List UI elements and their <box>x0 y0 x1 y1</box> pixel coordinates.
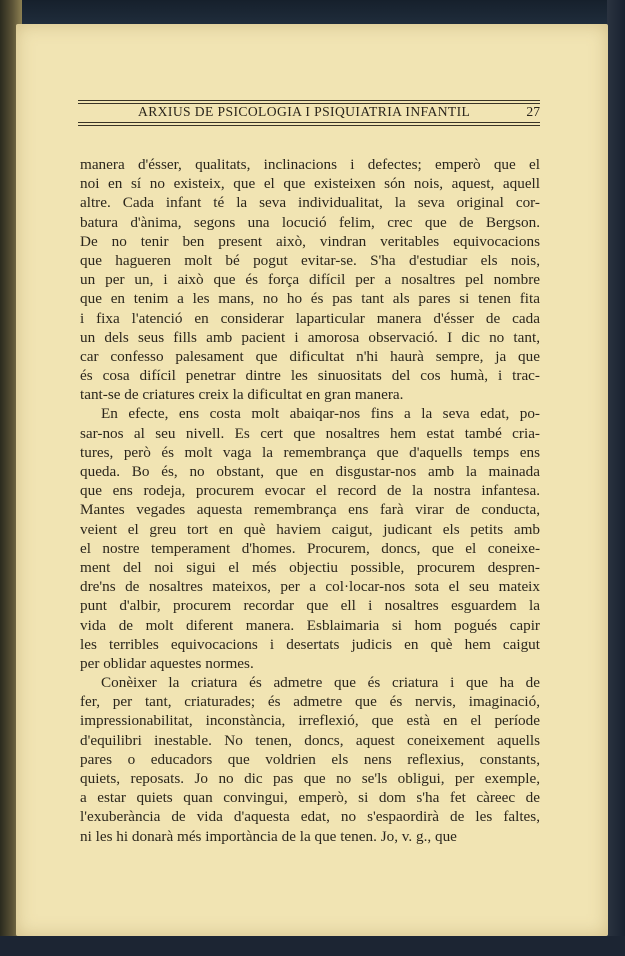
running-header <box>78 100 540 126</box>
text-line: tures, però és molt vaga la remembrança que d'aquells temps ens <box>80 443 540 461</box>
body-text <box>80 155 540 846</box>
paragraph <box>80 673 540 846</box>
text-line: manera d'ésser, qualitats, inclinacions i defectes; emperò que el <box>80 156 540 173</box>
text-line: ni les hi donarà més importància de la que tenen. Jo, v. g., que <box>80 827 457 845</box>
text-line: l'exuberància de vida d'aquesta edat, no s'espaordirà de les faltes, <box>80 808 540 826</box>
text-line: batura d'ànima, segons una locució felim, crec que de Bergson. <box>80 213 540 231</box>
scan-background-top <box>0 0 625 24</box>
scan-background-bottom <box>0 936 625 956</box>
text-line: d'equilibri inestable. No tenen, doncs, aquest coneixement aquells <box>80 731 540 749</box>
text-line: altre. Cada infant té la seva individualitat, la seva original cor- <box>80 194 540 212</box>
text-line: és cosa difícil penetrar dintre les sinuositats del cos humà, i trac- <box>80 367 540 385</box>
header-rule <box>78 100 540 101</box>
text-line: tant-se de criatures creix la dificultat en gran manera. <box>80 386 404 404</box>
text-line: punt d'albir, procurem recordar que ell i nosaltres esguardem la <box>80 597 540 615</box>
text-line: En efecte, ens costa molt abaiqar-nos fins a la seva edat, po- <box>101 405 540 423</box>
text-line: veient el greu tort en què haviem caigut, judicant els petits amb <box>80 520 540 538</box>
text-line: fer, per tant, criaturades; és admetre que és nervis, imaginació, <box>80 693 540 711</box>
paragraph <box>80 155 540 404</box>
text-line: vida de molt diferent manera. Esblaimaria si hom pogués capir <box>80 616 540 634</box>
text-line: les terribles equivocacions i desertats judicis en què hem caigut <box>80 635 540 653</box>
text-line: dre'ns de nosaltres mateixos, per a col·locar-nos sota el seu mateix <box>80 578 540 596</box>
text-line: que hagueren molt bé pogut evitar-se. S'ha d'estudiar els nois, <box>80 251 540 269</box>
text-line: un per un, i això que és força difícil per a nosaltres pel nombre <box>80 271 540 289</box>
text-line: Conèixer la criatura és admetre que és criatura i que ha de <box>101 674 540 692</box>
text-line: que ens rodeja, procurem evocar el record de la nostra infantesa. <box>80 482 540 500</box>
text-line: quiets, reposats. Jo no dic pas que no se'ls obligui, per exemple, <box>80 770 540 787</box>
text-line: i fixa l'atenció en considerar laparticular manera d'ésser de cada <box>80 309 540 327</box>
text-line: per oblidar aquestes normes. <box>80 654 254 672</box>
text-line: sar-nos al seu nivell. Es cert que nosaltres hem estat també cria- <box>80 424 540 442</box>
header-rule <box>78 122 540 123</box>
header-rule <box>78 125 540 126</box>
text-line: el nostre temperament d'homes. Procurem, doncs, que el coneixe- <box>80 539 540 557</box>
page-number: 27 <box>526 104 540 119</box>
text-line: que en tenim a les mans, no ho és pas tant als pares si tenen fita <box>80 290 540 308</box>
text-line: queda. Bo és, no obstant, que en disgustar-nos amb la mainada <box>80 463 540 480</box>
text-line: ment del noi sigui el més objectiu possible, procurem despren- <box>80 558 540 576</box>
text-line: noi en sí no existeix, que el que existeixen són nois, aquest, aquell <box>80 175 540 193</box>
text-line: un dels seus fills amb pacient i amorosa observació. I dic no tant, <box>80 328 540 346</box>
text-line: pares o educadors que voldrien els nens reflexius, constants, <box>80 750 540 768</box>
text-line: De no tenir ben present això, vindran veritables equivocacions <box>80 232 540 250</box>
paragraph <box>80 404 540 673</box>
text-line: a estar quiets quan convingui, emperò, si dom s'ha fet càreec de <box>80 789 540 807</box>
text-line: impressionabilitat, inconstància, irreflexió, que està en el període <box>80 712 540 730</box>
text-line: car confesso palesament que dificultat n'hi haurà sempre, ja que <box>80 347 540 365</box>
running-title: ARXIUS DE PSICOLOGIA I PSIQUIATRIA INFANTIL <box>138 104 471 119</box>
text-line: Mantes vegades aquesta remembrança ens farà virar de conducta, <box>80 501 540 519</box>
scan-background-right <box>607 0 625 956</box>
